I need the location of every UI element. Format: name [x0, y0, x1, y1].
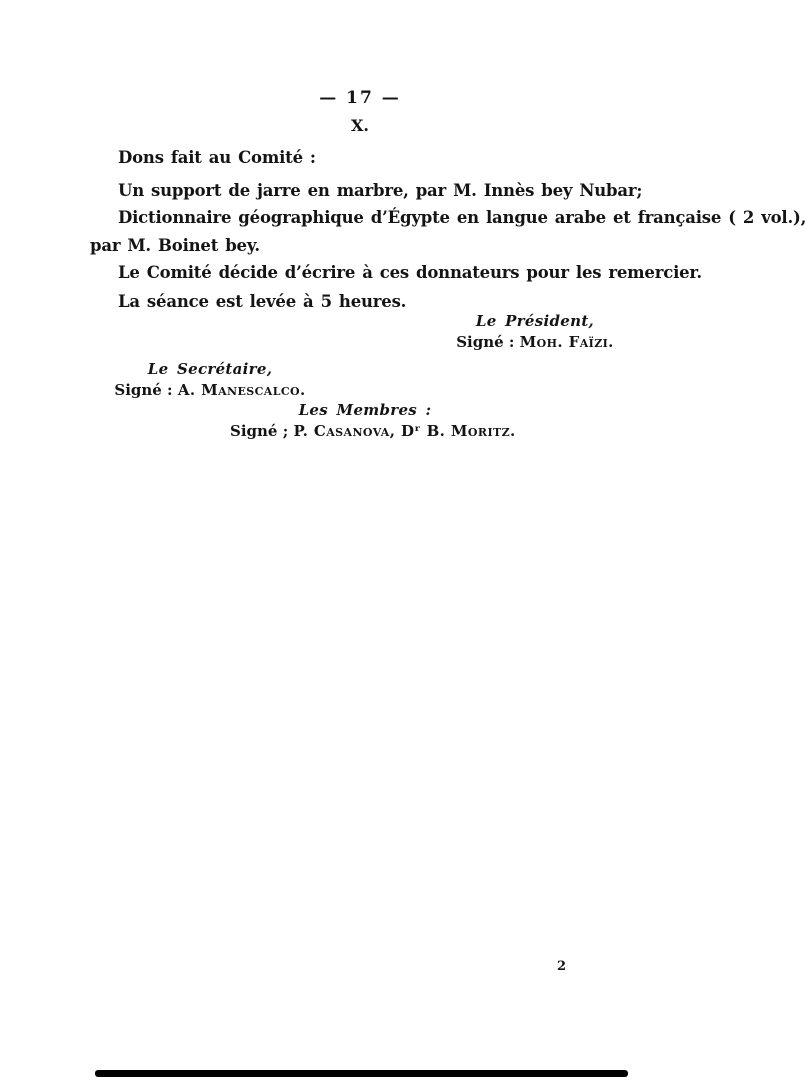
paragraph-dictionnaire-line1: Dictionnaire géographique d’Égypte en langue arabe et française ( 2 vol.), — [118, 208, 806, 227]
signature-members — [230, 401, 516, 440]
signature-members-prefix: Signé ; — [230, 422, 289, 440]
signature-president-role: Le Président, — [475, 312, 595, 330]
signature-president-line — [425, 333, 645, 351]
paragraph-dictionnaire-line2: par M. Boinet bey. — [90, 236, 260, 255]
section-heading: X. — [351, 116, 369, 135]
paragraph-remerciements: Le Comité décide d’écrire à ces donnateurs pour les remercier. — [118, 263, 702, 282]
signature-secretary-role: Le Secrétaire, — [147, 360, 273, 378]
scan-artifact-bar — [95, 1070, 628, 1077]
signature-president-name: Moh. Faïzi. — [519, 333, 614, 351]
signature-secretary-line — [110, 381, 310, 399]
signature-secretary — [110, 360, 310, 399]
paragraph-dons: Dons fait au Comité : — [118, 148, 316, 167]
signature-secretary-prefix: Signé : — [114, 381, 173, 399]
page-number: — 17 — — [319, 88, 401, 108]
sheet-number: 2 — [557, 959, 567, 974]
paragraph-seance-levee: La séance est levée à 5 heures. — [118, 292, 407, 311]
paragraph-support-jarre: Un support de jarre en marbre, par M. Innès bey Nubar; — [118, 181, 643, 200]
signature-members-name: P. Casanova, Dʳ B. Moritz. — [293, 422, 516, 440]
signature-members-role: Les Membres : — [298, 401, 432, 419]
signature-members-line — [230, 422, 516, 440]
signature-president-prefix: Signé : — [456, 333, 515, 351]
signature-secretary-name: A. Manescalco. — [177, 381, 306, 399]
signature-president — [425, 312, 645, 351]
